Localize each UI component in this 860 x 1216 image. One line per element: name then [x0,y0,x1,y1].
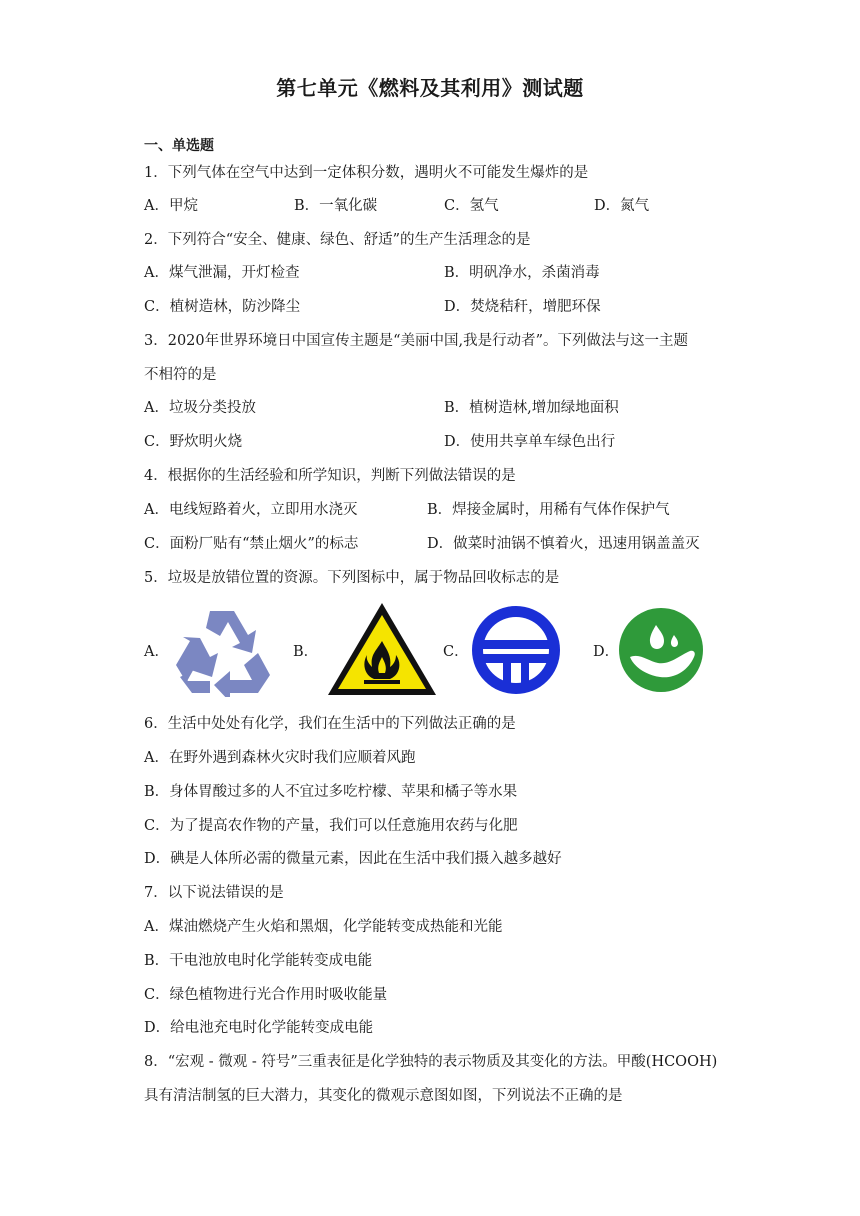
question-8-stem-line-1: 8．“宏观 - 微观 - 符号”三重表征是化学独特的表示物质及其变化的方法。甲酸(HCOOH) [144,1054,718,1070]
q3-option-a: A．垃圾分类投放 [144,400,256,416]
q5-option-c: C． [443,644,469,660]
question-3-stem-line-2: 不相符的是 [144,367,217,383]
question-1-stem: 1．下列气体在空气中达到一定体积分数，遇明火不可能发生爆炸的是 [144,165,589,181]
question-5-stem: 5．垃圾是放错位置的资源。下列图标中，属于物品回收标志的是 [144,570,560,586]
recycle-icon [172,603,280,697]
q6-option-d: D．碘是人体所必需的微量元素，因此在生活中我们摄入越多越好 [144,851,562,867]
q5-option-d: D． [593,644,620,660]
blue-circle-sign-icon [470,604,562,696]
question-4-stem: 4．根据你的生活经验和所学知识，判断下列做法错误的是 [144,468,516,484]
q1-option-b: B．一氧化碳 [294,198,378,214]
q6-option-b: B．身体胃酸过多的人不宜过多吃柠檬、苹果和橘子等水果 [144,784,518,800]
question-7-stem: 7．以下说法错误的是 [144,885,284,901]
green-water-sign-icon [618,607,704,693]
q4-option-a: A．电线短路着火，立即用水浇灭 [144,502,358,518]
q7-option-d: D．给电池充电时化学能转变成电能 [144,1020,374,1036]
q4-option-b: B．焊接金属时，用稀有气体作保护气 [427,502,670,518]
section-heading: 一、单选题 [144,138,214,154]
q2-option-b: B．明矾净水，杀菌消毒 [444,265,600,281]
q6-option-a: A．在野外遇到森林火灾时我们应顺着风跑 [144,750,416,766]
q1-option-d: D．氮气 [594,198,650,214]
q2-option-d: D．焚烧秸秆，增肥环保 [444,299,601,315]
question-6-stem: 6．生活中处处有化学，我们在生活中的下列做法正确的是 [144,716,516,732]
q5-option-a: A． [144,644,169,660]
q7-option-c: C．绿色植物进行光合作用时吸收能量 [144,987,388,1003]
question-8-stem-line-2: 具有清洁制氢的巨大潜力，其变化的微观示意图如图，下列说法不正确的是 [144,1088,623,1104]
q1-option-c: C．氢气 [444,198,499,214]
q2-option-c: C．植树造林，防沙降尘 [144,299,301,315]
q1-option-a: A．甲烷 [144,198,198,214]
q4-option-d: D．做菜时油锅不慎着火，迅速用锅盖盖灭 [427,536,700,552]
q4-option-c: C．面粉厂贴有“禁止烟火”的标志 [144,536,359,552]
flammable-warning-icon [326,601,438,697]
question-2-stem: 2．下列符合“安全、健康、绿色、舒适”的生产生活理念的是 [144,232,531,248]
page-title: 第七单元《燃料及其利用》测试题 [276,76,584,100]
q3-option-b: B．植树造林,增加绿地面积 [444,400,619,416]
q2-option-a: A．煤气泄漏，开灯检查 [144,265,300,281]
question-3-stem-line-1: 3．2020年世界环境日中国宣传主题是“美丽中国,我是行动者”。下列做法与这一主题 [144,333,689,349]
q6-option-c: C．为了提高农作物的产量，我们可以任意施用农药与化肥 [144,818,518,834]
q3-option-c: C．野炊明火烧 [144,434,243,450]
q7-option-b: B．干电池放电时化学能转变成电能 [144,953,373,969]
q5-option-b: B． [293,644,319,660]
q3-option-d: D．使用共享单车绿色出行 [444,434,616,450]
q7-option-a: A．煤油燃烧产生火焰和黑烟，化学能转变成热能和光能 [144,919,503,935]
